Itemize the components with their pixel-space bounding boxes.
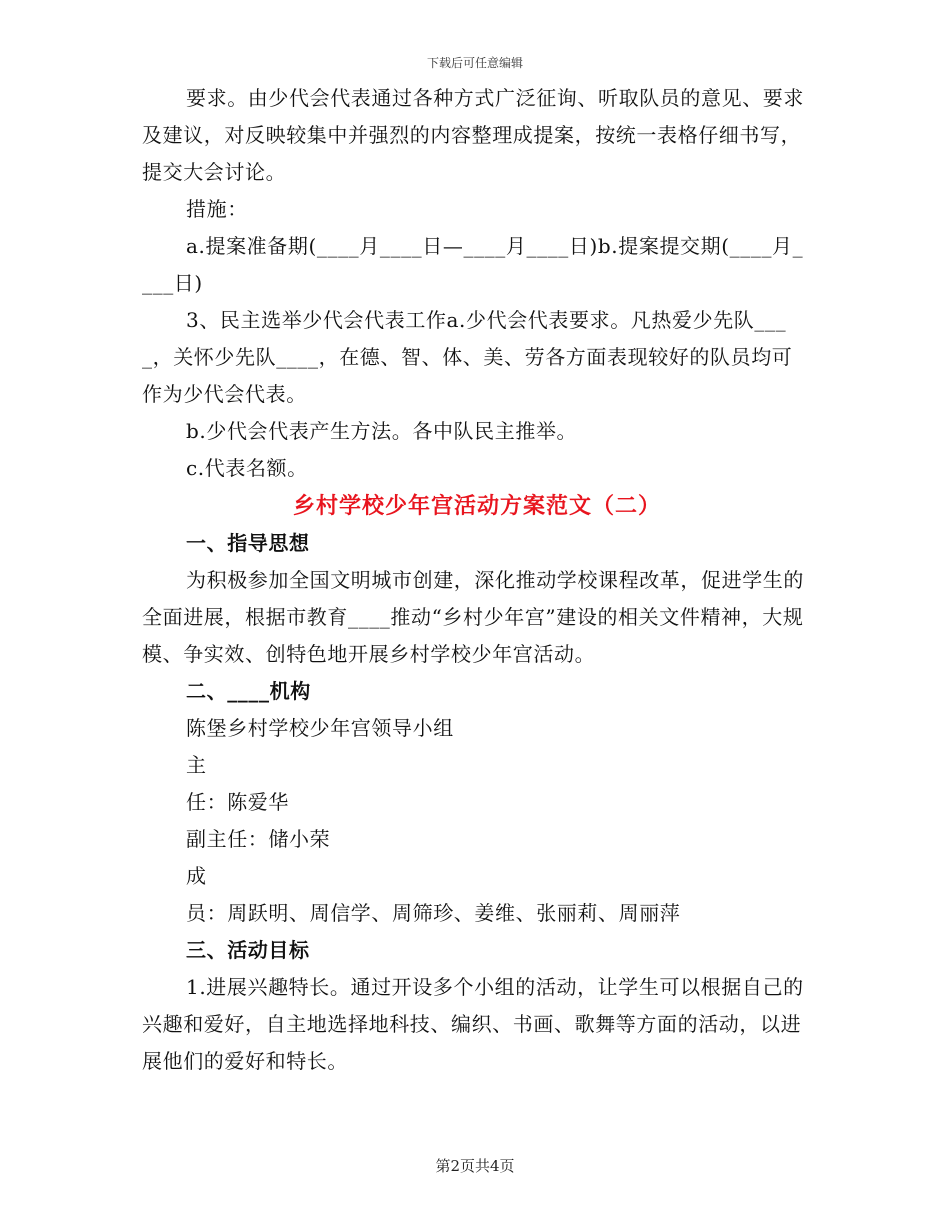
paragraph: 1.进展兴趣特长。通过开设多个小组的活动，让学生可以根据自己的兴趣和爱好，自主地选择地科技、编织、书画、歌舞等方面的活动，以进展他们的爱好和特长。 — [142, 975, 804, 1073]
paragraph: a.提案准备期(____月____日—____月____日)b.提案提交期(____月____日) — [142, 234, 804, 295]
paragraph: 任：陈爱华 — [186, 790, 289, 814]
paragraph: 陈堡乡村学校少年宫领导小组 — [186, 716, 454, 740]
section-heading: 一、指导思想 — [186, 531, 310, 555]
paragraph: 副主任：储小荣 — [186, 827, 331, 851]
paragraph: 主 — [186, 753, 207, 777]
section-heading: 二、____机构 — [186, 679, 311, 703]
document-body — [142, 80, 812, 1080]
paragraph: b.少代会代表产生方法。各中队民主推举。 — [186, 419, 578, 443]
paragraph: 要求。由少代会代表通过各种方式广泛征询、听取队员的意见、要求及建议，对反映较集中并强烈的内容整理成提案，按统一表格仔细书写，提交大会讨论。 — [142, 86, 804, 184]
paragraph: 员：周跃明、周信学、周筛珍、姜维、张丽莉、周丽萍 — [186, 901, 681, 925]
section-title: 乡村学校少年宫活动方案范文（二） — [292, 493, 661, 519]
header-note: 下载后可任意编辑 — [426, 56, 523, 70]
section-heading: 三、活动目标 — [186, 938, 310, 962]
paragraph: 措施： — [186, 197, 248, 221]
paragraph: 3、民主选举少代会代表工作a.少代会代表要求。凡热爱少先队____，关怀少先队____，在德、智、体、美、劳各方面表现较好的队员均可作为少代会代表。 — [142, 308, 793, 406]
paragraph: 成 — [186, 864, 207, 888]
paragraph: 为积极参加全国文明城市创建，深化推动学校课程改革，促进学生的全面进展，根据市教育____推动“乡村少年宫”建设的相关文件精神，大规模、争实效、创特色地开展乡村学校少年宫活动。 — [142, 568, 804, 666]
page-footer: 第2页共4页 — [435, 1157, 515, 1175]
paragraph: c.代表名额。 — [186, 456, 308, 480]
